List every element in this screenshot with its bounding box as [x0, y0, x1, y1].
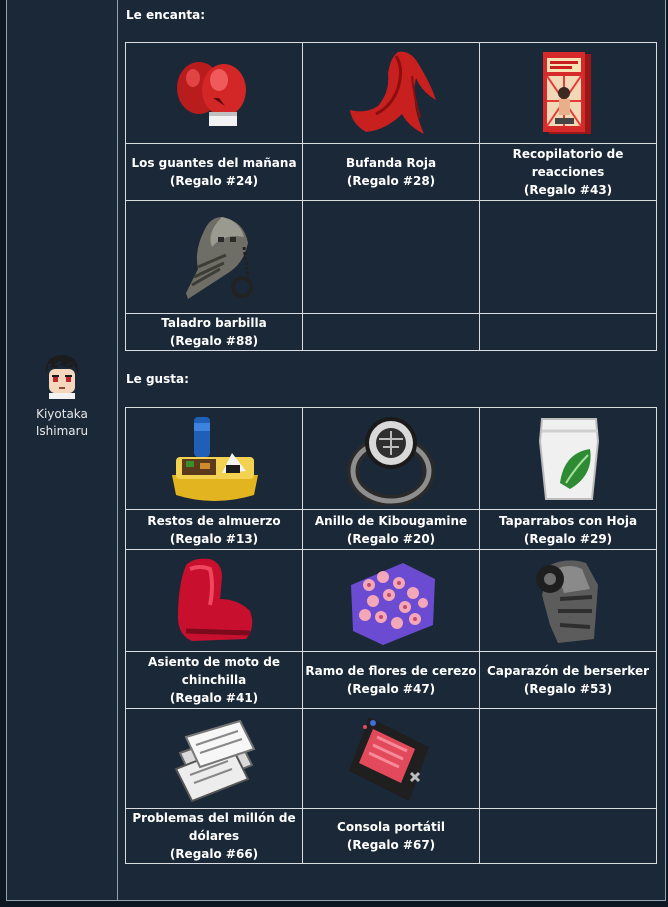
- gift-image-cell: [480, 550, 657, 652]
- chin-drill-icon: [164, 207, 264, 307]
- boxing-gloves-icon: [169, 48, 259, 138]
- papers-icon: [166, 713, 262, 805]
- gift-name-cell: [303, 510, 480, 550]
- motorbike-seat-icon: [166, 555, 262, 647]
- gift-name-cell: [480, 144, 657, 201]
- empty-cell: [480, 201, 657, 314]
- gift-image-cell: [126, 201, 303, 314]
- gift-name: Taladro barbilla: [161, 316, 267, 330]
- gift-number: (Regalo #43): [523, 183, 613, 197]
- gift-number: (Regalo #66): [169, 847, 259, 861]
- gift-number: (Regalo #88): [169, 334, 259, 348]
- empty-cell: [480, 314, 657, 351]
- gift-number: (Regalo #53): [523, 682, 613, 696]
- gift-name-cell: [126, 144, 303, 201]
- cherry-blossom-bouquet-icon: [343, 555, 439, 647]
- gift-name: Los guantes del mañana: [131, 156, 297, 170]
- gift-name-cell: [303, 809, 480, 864]
- gift-image-cell: [303, 709, 480, 809]
- loincloth-icon: [520, 413, 616, 505]
- gift-name-cell: [303, 144, 480, 201]
- gift-number: (Regalo #20): [346, 531, 436, 546]
- gift-number: (Regalo #67): [346, 838, 436, 852]
- empty-cell: [303, 314, 480, 351]
- manga-book-icon: [523, 48, 613, 138]
- gift-image-cell: [303, 408, 480, 510]
- gift-name: Ramo de flores de cerezo: [305, 664, 477, 678]
- gift-image-cell: [480, 408, 657, 510]
- character-name-first: Kiyotaka: [36, 407, 88, 421]
- gift-name: Taparrabos con Hoja: [498, 513, 638, 528]
- gift-number: (Regalo #29): [523, 531, 613, 546]
- gift-number: (Regalo #28): [346, 174, 436, 188]
- character-name: [6, 406, 118, 440]
- likes-title: Le gusta:: [126, 372, 189, 386]
- red-scarf-icon: [346, 48, 436, 138]
- gift-name-cell: [126, 314, 303, 351]
- gift-image-cell: [126, 408, 303, 510]
- character-column: [6, 0, 118, 901]
- gift-name: Consola portátil: [337, 820, 445, 834]
- loves-table: [125, 42, 657, 351]
- gift-name-cell: [303, 652, 480, 709]
- gift-name-cell: [126, 510, 303, 550]
- handheld-console-icon: [343, 713, 439, 805]
- berserker-armor-icon: [520, 555, 616, 647]
- gift-name-cell: [480, 510, 657, 550]
- gift-number: (Regalo #13): [169, 531, 259, 546]
- gift-name: Asiento de moto de chinchilla: [148, 655, 280, 687]
- gift-image-cell: [126, 709, 303, 809]
- gift-name-cell: [126, 652, 303, 709]
- gift-name: Problemas del millón de dólares: [132, 811, 296, 843]
- gift-image-cell: [126, 550, 303, 652]
- empty-cell: [480, 809, 657, 864]
- character-name-last: Ishimaru: [35, 424, 89, 438]
- gift-name: Recopilatorio de reacciones: [512, 147, 624, 179]
- gift-name: Restos de almuerzo: [147, 513, 281, 528]
- gift-number: (Regalo #24): [169, 174, 259, 188]
- character-card: [6, 350, 118, 440]
- lunch-box-icon: [166, 413, 262, 505]
- gift-name-cell: [480, 652, 657, 709]
- gift-image-cell: [303, 43, 480, 144]
- gift-image-cell: [480, 43, 657, 144]
- character-avatar-icon: [36, 350, 88, 402]
- gift-name: Anillo de Kibougamine: [314, 513, 468, 528]
- gift-name: Bufanda Roja: [345, 156, 437, 170]
- empty-cell: [480, 709, 657, 809]
- empty-cell: [303, 201, 480, 314]
- likes-table: [125, 407, 657, 864]
- gift-image-cell: [303, 550, 480, 652]
- gift-name: Caparazón de berserker: [486, 664, 650, 678]
- gift-number: (Regalo #47): [346, 682, 436, 696]
- gift-number: (Regalo #41): [169, 691, 259, 705]
- gift-image-cell: [126, 43, 303, 144]
- ring-icon: [343, 413, 439, 505]
- loves-title: Le encanta:: [126, 8, 206, 22]
- gift-name-cell: [126, 809, 303, 864]
